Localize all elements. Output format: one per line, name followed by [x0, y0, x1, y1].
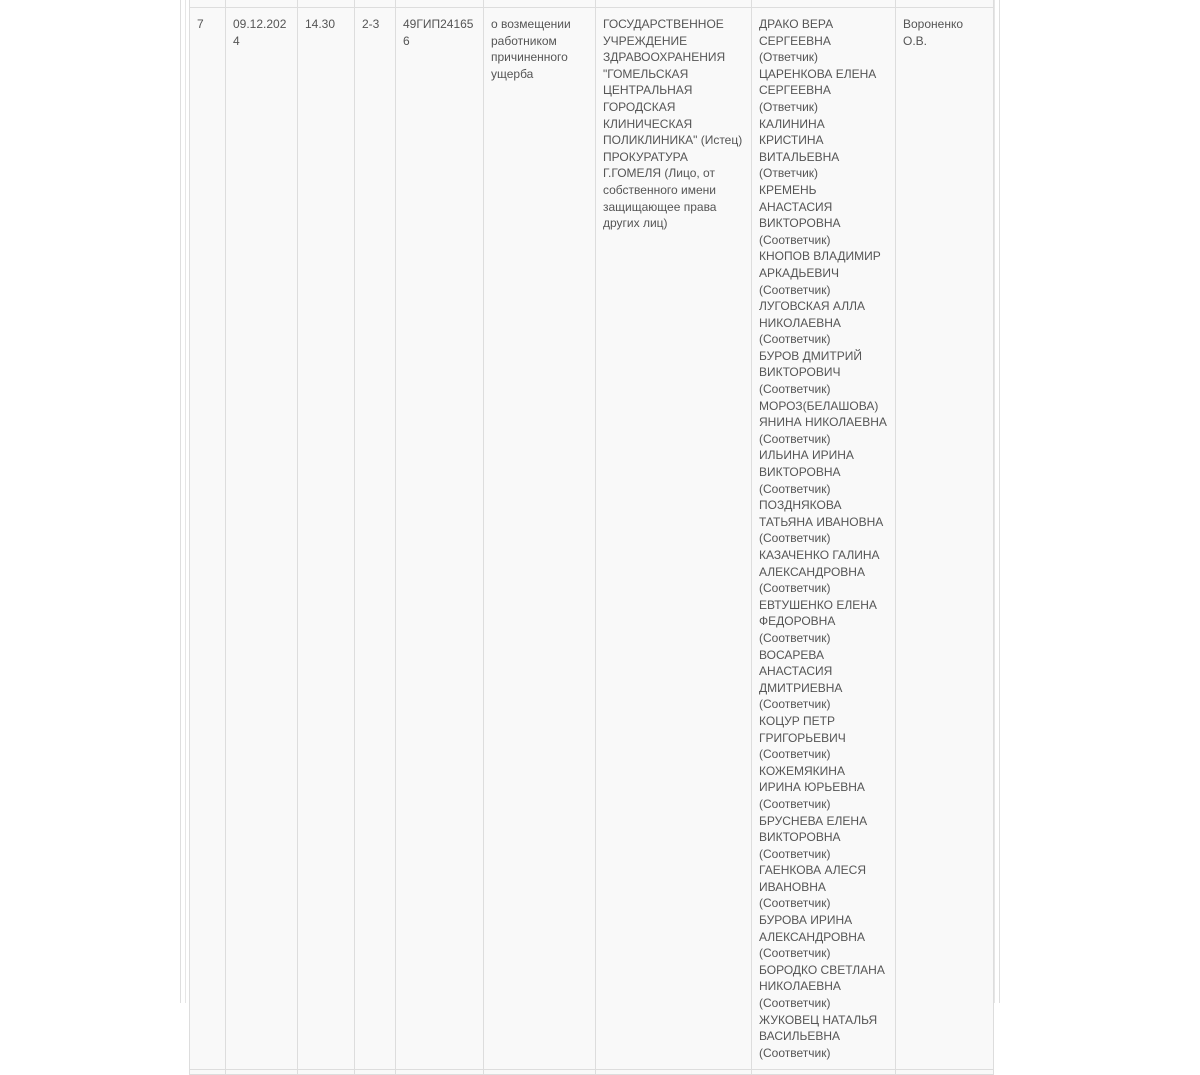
room-cell: 2-3 — [355, 8, 396, 1070]
defendant-entry: ЛУГОВСКАЯ АЛЛА НИКОЛАЕВНА (Соответчик) — [759, 299, 865, 347]
defendant-entry: ГАЕНКОВА АЛЕСЯ ИВАНОВНА (Соответчик) — [759, 863, 866, 911]
plaintiffs-cell — [596, 8, 752, 1070]
defendant-entry: БУРОВА ИРИНА АЛЕКСАНДРОВНА (Соответчик) — [759, 913, 865, 961]
date-cell: 09.12.2024 — [226, 8, 298, 1070]
plaintiff-entry: ПРОКУРАТУРА Г.ГОМЕЛЯ (Лицо, от собственного имени защищающее права других лиц) — [603, 149, 717, 231]
defendant-entry: КРЕМЕНЬ АНАСТАСИЯ ВИКТОРОВНА (Соответчик) — [759, 182, 841, 247]
time-cell: 14.30 — [298, 8, 355, 1070]
defendant-entry: МОРОЗ(БЕЛАШОВА) ЯНИНА НИКОЛАЕВНА (Соответчик) — [759, 398, 887, 446]
plaintiff-entry: ГОСУДАРСТВЕННОЕ УЧРЕЖДЕНИЕ ЗДРАВООХРАНЕНИЯ "ГОМЕЛЬСКАЯ ЦЕНТРАЛЬНАЯ ГОРОДСКАЯ КЛИНИЧЕСКАЯ ПОЛИКЛИНИКА" (Истец) — [603, 17, 743, 148]
defendant-entry: КОЖЕМЯКИНА ИРИНА ЮРЬЕВНА (Соответчик) — [759, 763, 865, 811]
defendant-entry: КНОПОВ ВЛАДИМИР АРКАДЬЕВИЧ (Соответчик) — [759, 249, 881, 297]
case-number-cell: 49ГИП241656 — [396, 8, 484, 1070]
row-number-cell: 7 — [190, 8, 226, 1070]
defendant-entry: БРУСНЕВА ЕЛЕНА ВИКТОРОВНА (Соответчик) — [759, 813, 868, 861]
defendant-entry: ДРАКО ВЕРА СЕРГЕЕВНА (Ответчик) — [759, 17, 834, 65]
hearings-table — [189, 0, 994, 1075]
defendant-entry: ПОЗДНЯКОВА ТАТЬЯНА ИВАНОВНА (Соответчик) — [759, 498, 884, 546]
defendant-entry: КАЗАЧЕНКО ГАЛИНА АЛЕКСАНДРОВНА (Соответчик) — [759, 548, 880, 596]
defendant-entry: БОРОДКО СВЕТЛАНА НИКОЛАЕВНА (Соответчик) — [759, 962, 885, 1011]
defendant-entry: КАЛИНИНА КРИСТИНА ВИТАЛЬЕВНА (Ответчик) — [759, 116, 840, 181]
subject-cell: о возмещении работником причиненного ущерба — [484, 8, 596, 1070]
judge-cell: Вороненко О.В. — [896, 8, 994, 1070]
defendant-entry: ЦАРЕНКОВА ЕЛЕНА СЕРГЕЕВНА (Ответчик) — [759, 66, 877, 114]
defendant-entry: ВОСАРЕВА АНАСТАСИЯ ДМИТРИЕВНА (Соответчик) — [759, 647, 843, 712]
defendant-entry: ЖУКОВЕЦ НАТАЛЬЯ ВАСИЛЬЕВНА (Соответчик) — [759, 1012, 878, 1060]
defendant-entry: КОЦУР ПЕТР ГРИГОРЬЕВИЧ (Соответчик) — [759, 713, 846, 762]
defendant-entry: ЕВТУШЕНКО ЕЛЕНА ФЕДОРОВНА (Соответчик) — [759, 597, 877, 645]
defendants-cell — [752, 8, 896, 1070]
table-row — [190, 8, 994, 1070]
next-table-row — [190, 1070, 994, 1075]
previous-table-row — [190, 0, 994, 8]
defendant-entry: БУРОВ ДМИТРИЙ ВИКТОРОВИЧ (Соответчик) — [759, 348, 862, 397]
defendant-entry: ИЛЬИНА ИРИНА ВИКТОРОВНА (Соответчик) — [759, 448, 854, 496]
